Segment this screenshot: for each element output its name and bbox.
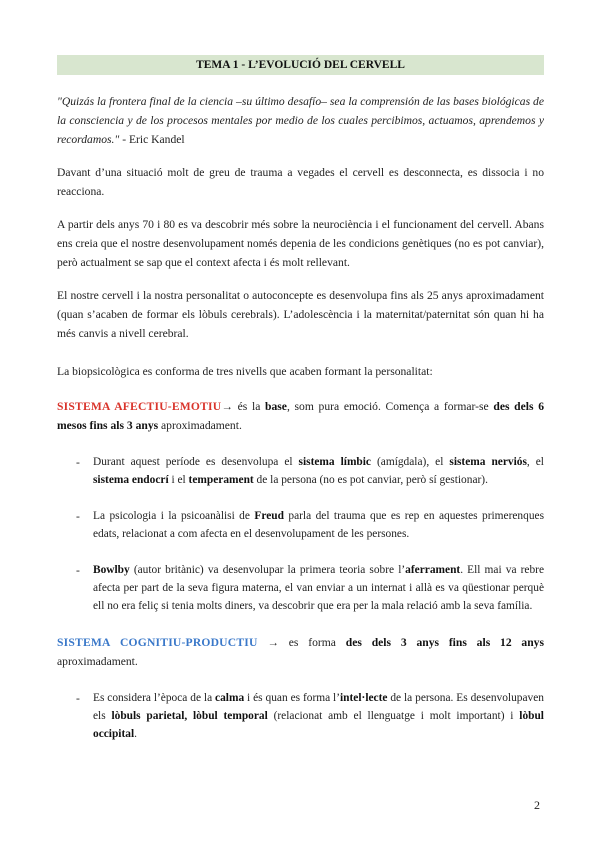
bullet-marker: - <box>76 456 80 469</box>
paragraph-neuroscience: A partir dels anys 70 i 80 es va descobrir més sobre la neurociència i el funcionament del cervell. Abans ens creia que el nostre desenvolupament només depenia de les condicions genètiques (no es pot canviar), però actualment se sap que el context afecta i és molt rellevant. <box>57 218 544 269</box>
section-heading-affective: SISTEMA AFECTIU-EMOTIU <box>57 400 222 413</box>
page-title: TEMA 1 - L’EVOLUCIÓ DEL CERVELL <box>57 55 544 75</box>
paragraph-trauma: Davant d’una situació molt de greu de trauma a vegades el cervell es desconnecta, es dissocia i no reacciona. <box>57 166 544 198</box>
list-item-limbic: Durant aquest període es desenvolupa el sistema límbic (amígdala), el sistema nerviós, el sistema endocrí i el temperament de la persona (no es pot canviar, però sí gestionar). <box>93 456 544 486</box>
page-number: 2 <box>534 798 540 812</box>
list-item-freud: La psicologia i la psicoanàlisi de Freud parla del trauma que es rep en aquestes primerenques edats, relacionat a com afecta en el desenvolupament de les persones. <box>93 510 544 540</box>
bullet-marker: - <box>76 692 80 705</box>
paragraph-levels: La biopsicològica es conforma de tres nivells que acaben formant la personalitat: <box>57 365 433 378</box>
paragraph-personality: El nostre cervell i la nostra personalitat o autoconcepte es desenvolupa fins als 25 anys aproximadament (quan s’acaben de formar els lòbuls cerebrals). L’adolescència i la maternitat/paternitat són quan hi ha més canvis a nivell cerebral. <box>57 289 544 340</box>
section-cognitive-productive: SISTEMA COGNITIU-PRODUCTIU → es forma des dels 3 anys fins als 12 anys aproximadament. <box>57 636 544 668</box>
list-item-calm: Es considera l’època de la calma i és quan es forma l’intel·lecte de la persona. Es desenvolupaven els lòbuls parietal, lòbul temporal (relacionat amb el llenguatge i molt important) i lòbul occipital. <box>93 692 544 740</box>
list-item-bowlby: Bowlby (autor britànic) va desenvolupar la primera teoria sobre l’aferrament. Ell mai va rebre afecta per part de la seva figura materna, el van enviar a un internat i allà es va qüestionar perquè ell no era feliç si tenia molts diners, va descobrir que era per la mala relació amb la seva família. <box>93 564 545 612</box>
bullet-marker: - <box>76 510 80 523</box>
quote-author: - Eric Kandel <box>119 133 185 146</box>
epigraph-quote <box>57 92 544 149</box>
section-affective-emotional: SISTEMA AFECTIU-EMOTIU→ és la base, som pura emoció. Comença a formar-se des dels 6 mesos fins als 3 anys aproximadament. <box>57 400 544 432</box>
section-heading-cognitive: SISTEMA COGNITIU-PRODUCTIU <box>57 636 258 649</box>
quote-text: "Quizás la frontera final de la ciencia –su último desafío– sea la comprensión de las bases biológicas de la consciencia y de los procesos mentales por medio de los cuales percibimos, actuamos, aprendemos y recordamos." <box>57 95 544 146</box>
bullet-marker: - <box>76 564 80 577</box>
